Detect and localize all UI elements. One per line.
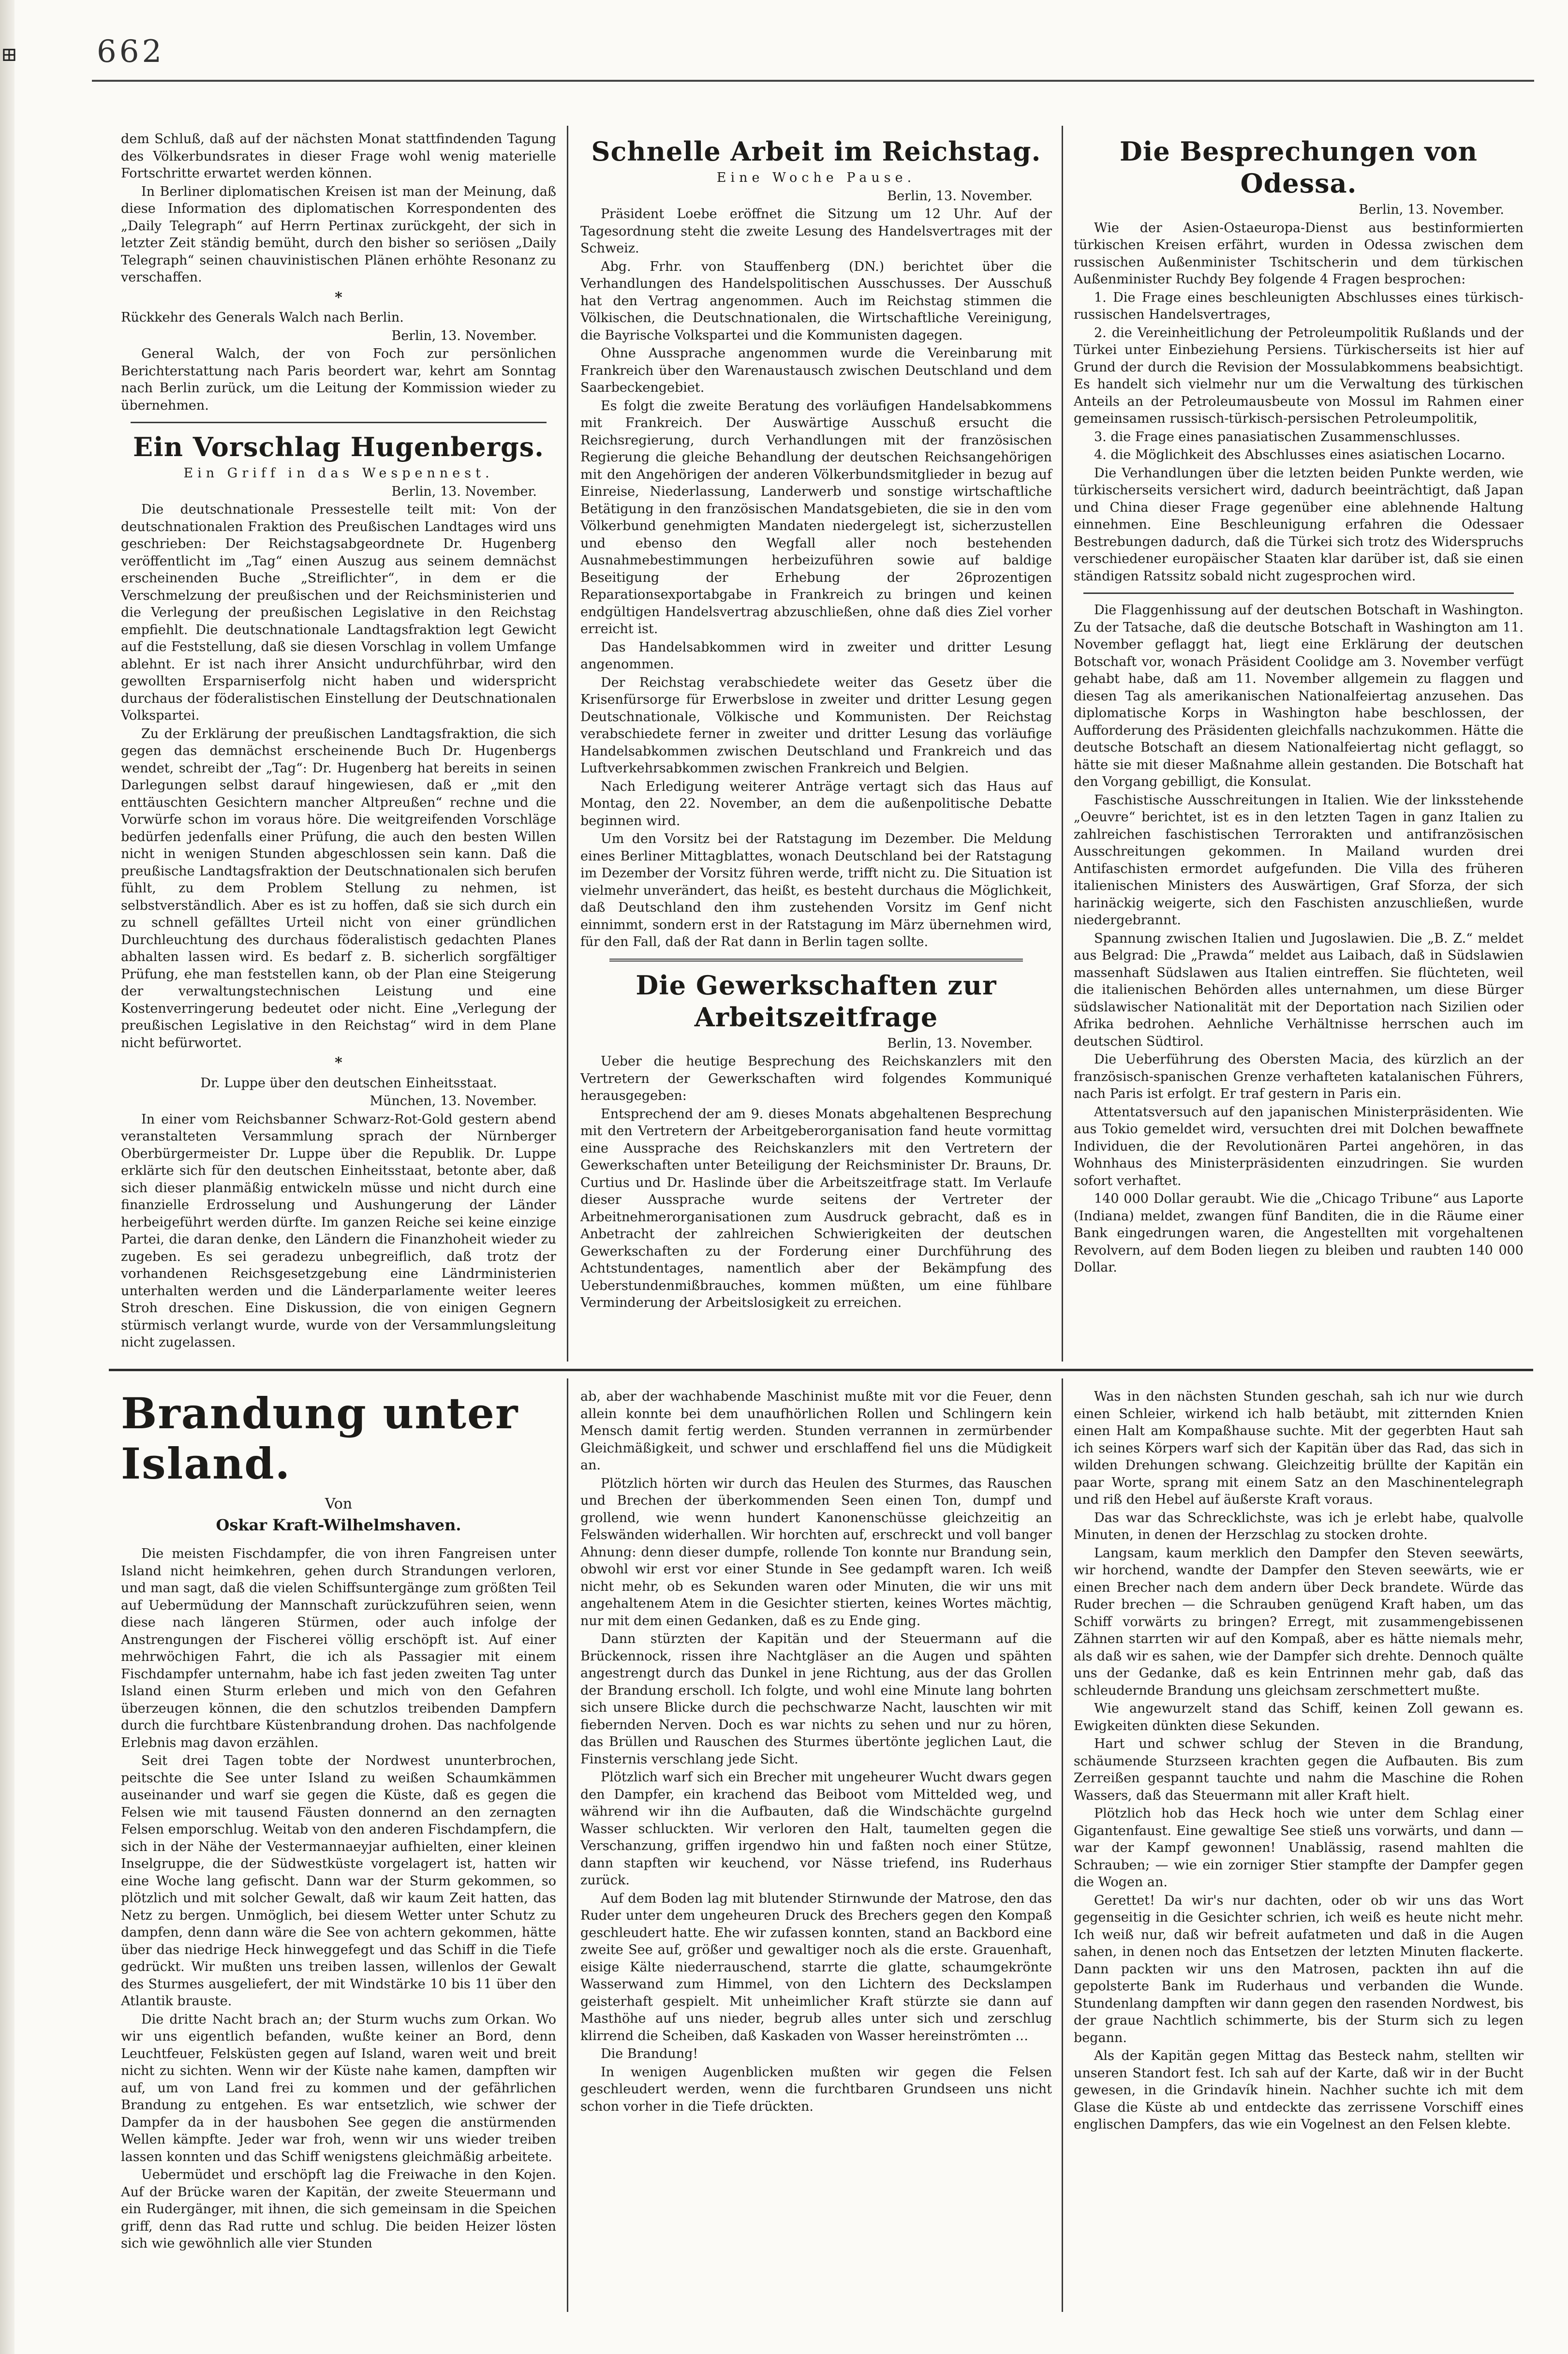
reichstag-paragraph-8: Um den Vorsitz bei der Ratstagung im Dezember. Die Meldung eines Berliner Mittagblattes, wonach Deutschland bei der Ratstagung im Dezember der Vorsitz führen werde, trifft nicht zu. Die Situation ist vielmehr unverändert, das heißt, es besteht durchaus die Möglichkeit, daß Deutschland den ihm zustehenden Vorsitz im Genf nicht einnimmt, sondern erst in der Ratstagung im März übernehmen wird, für den Fall, daß der Rat dann in Berlin tagen sollte. bbox=[580, 831, 1052, 949]
brandung-c1-paragraph-2: Seit drei Tagen tobte der Nordwest ununterbrochen, peitschte die See unter Island zu weißen Schaumkämmen auseinander und warf sie gegen die Küste, daß es gegen die Felsen wie mit tausend Fäusten donnernd an den zernagten Felsen emporschlug. Weitab von den anderen Fischdampfern, die sich in der Nähe der Vestermannaeyjar aufhielten, einer kleinen Inselgruppe, die der Südwestküste vorgelagert ist, hatten wir eine Woche lang gefischt. Dann war der Sturm gekommen, so plötzlich und mit solcher Gewalt, daß wir kaum Zeit hatten, das Netz zu bergen. Unmöglich, bei diesem Wetter unter Schutz zu dampfen, denn dann wäre die See von achtern gekommen, hätte über das niedrige Heck hinweggefegt und das Schiff in die Tiefe gedrückt. Wir mußten uns treiben lassen, willenlos der Gewalt des Sturmes ausgeliefert, der mit Windstärke 10 bis 11 über den Atlantik brauste. bbox=[121, 1753, 556, 2009]
walch-dateline: Berlin, 13. November. bbox=[391, 328, 537, 343]
brandung-byline-von: Von bbox=[325, 1495, 353, 1512]
brandung-c1-paragraph-1: Die meisten Fischdampfer, die von ihren Fangreisen unter Island nicht heimkehren, gehen durch Strandungen verloren, und man sagt, daß die vielen Schiffsuntergänge zum größten Teil auf Uebermüdung der Mannschaft zurückzuführen seien, wenn diese nach längeren Stürmen, oder auch infolge der Anstrengungen der Fischerei völlig erschöpft ist. Auf einer mehrwöchigen Fahrt, die ich als Passagier mit einem Fischdampfer unternahm, habe ich fast jeden zweiten Tag unter Island einen Sturm erleben und mich von den Gefahren überzeugen können, die den schutzlos treibenden Dampfern durch die furchtbare Küstenbrandung drohen. Das nachfolgende Erlebnis mag davon erzählen. bbox=[121, 1546, 556, 1750]
gewerkschaften-paragraph-1: Ueber die heutige Besprechung des Reichskanzlers mit den Vertretern der Gewerkschaften wird folgendes Kommuniqué herausgegeben: bbox=[580, 1054, 1052, 1103]
odessa-item-2: 2. die Vereinheitlichung der Petroleumpolitik Rußlands und der Türkei unter Einbeziehung Persiens. Türkischerseits ist hier auf Grund der durch die Revision der Mossulabkommens beabsichtigt. Es handelt sich vielmehr nur um die Verwaltung des türkischen Anteils an der Petroleumausbeute von Mossul im Rahmen einer gemeinsamen russisch-türkisch-persischen Petroleumpolitik, bbox=[1074, 325, 1524, 426]
gewerkschaften-paragraph-2: Entsprechend der am 9. dieses Monats abgehaltenen Besprechung mit den Vertretern der Arbeitgeberorganisation fand heute vormittag eine Aussprache des Reichskanzlers mit den Vertretern der Gewerkschaften unter Beteiligung der Reichsminister Dr. Brauns, Dr. Curtius und Dr. Haslinde über die Arbeitszeitfrage statt. Im Verlaufe dieser Aussprache wurde seitens der Vertreter der Arbeitnehmerorganisationen zum Ausdruck gebracht, daß es in Anbetracht der zahlreichen Schwierigkeiten der deutschen Gewerkschaften zu der Forderung einer Durchführung des Achtstundentages, namentlich aber der Bekämpfung des Ueberstundenmißbrauches, kommen müßten, um eine fühlbare Verminderung der Arbeitslosigkeit zu erreichen. bbox=[580, 1106, 1052, 1310]
reichstag-dateline: Berlin, 13. November. bbox=[887, 188, 1033, 204]
brandung-c3-paragraph-1: Was in den nächsten Stunden geschah, sah ich nur wie durch einen Schleier, wirkend ich halb betäubt, mit zitternden Knien einen Halt am Kompaßhause suchte. Mit der gegerbten Haut sah ich seines Körpers warf sich der Kapitän über das Rad, das sich in wilden Drehungen schwang. Gleichzeitig brüllte der Kapitän ein paar Worte, sprang mit einem Satz an den Maschinentelegraph und riß den Hebel auf äußerste Kraft voraus. bbox=[1074, 1389, 1524, 1507]
brandung-c2-paragraph-6: Die Brandung! bbox=[601, 2046, 698, 2061]
column-divider-4 bbox=[1062, 1378, 1063, 2312]
brandung-c2-paragraph-2: Plötzlich hörten wir durch das Heulen des Sturmes, das Rauschen und Brechen der überkommenden Seen einen Ton, dumpf und grollend, wie wenn hundert Kanonenschüsse gleichzeitig an Felswänden widerhallen. Wir horchten auf, erschreckt und voll banger Ahnung: denn dieser dumpfe, rollende Ton konnte nur Brandung sein, obwohl wir erst vor einer Stunde in See gedampft waren. Ich weiß nicht mehr, ob es Sekunden waren oder Minuten, die wir uns mit angehaltenem Atem in die Gesichter stierten, keines Wortes mächtig, nur mit dem einen Gedanken, daß es zu Ende ging. bbox=[580, 1476, 1052, 1629]
page-number: 662 bbox=[97, 34, 165, 70]
brandung-column-1 bbox=[121, 1388, 556, 2252]
note-macia: Die Ueberführung des Obersten Macia, des kürzlich an der französisch-spanischen Grenze verhafteten katalanischen Führers, nach Paris ist erfolgt. Er traf gestern in Paris ein. bbox=[1074, 1052, 1524, 1101]
odessa-item-4: 4. die Möglichkeit des Abschlusses eines asiatischen Locarno. bbox=[1094, 447, 1506, 462]
odessa-dateline: Berlin, 13. November. bbox=[1359, 202, 1504, 217]
reichstag-paragraph-5: Das Handelsabkommen wird in zweiter und dritter Lesung angenommen. bbox=[580, 639, 1052, 672]
brandung-c3-paragraph-7: Gerettet! Da wir's nur dachten, oder ob wir uns das Wort gegenseitig in die Gesichter schrien, ich weiß es heute nicht mehr. Ich weiß nur, daß wir befreit aufatmeten und daß in die Augen sahen, in denen noch das Entsetzen der letzten Minuten flackerte. Dann packten wir uns den Matrosen, packten ihn auf die gepolsterte Bank im Ruderhaus und verbanden die Wunde. Stundenlang dampften wir dann gegen den rasenden Nordwest, bis der graue Nachtlich schimmerte, bis der Sturm sich zu legen begann. bbox=[1074, 1893, 1524, 2045]
brandung-c3-paragraph-2: Das war das Schrecklichste, was ich je erlebt habe, qualvolle Minuten, in denen der Herzschlag zu stocken drohte. bbox=[1074, 1510, 1524, 1542]
hugenberg-headline: Ein Vorschlag Hugenbergs. bbox=[133, 431, 544, 462]
walch-text: General Walch, der von Foch zur persönlichen Berichterstattung nach Paris beordert war, kehrt am Sonntag nach Berlin zurück, um die Leitung der Kommission wieder zu übernehmen. bbox=[121, 346, 556, 413]
left-top-paragraph-2: In Berliner diplomatischen Kreisen ist man der Meinung, daß diese Information des diplomatischen Korrespondenten des „Daily Telegraph“ auf Herrn Pertinax zurückgeht, der sich in letzter Zeit ständig bemüht, durch den bisher so seriösen „Daily Telegraph“ seinen chauvinistischen Plänen erhöhte Resonanz zu verschaffen. bbox=[121, 184, 556, 285]
note-washington: Die Flaggenhissung auf der deutschen Botschaft in Washington. Zu der Tatsache, daß die deutsche Botschaft in Washington am 11. November geflaggt hat, liegt eine Erklärung der deutschen Botschaft vor, wonach Präsident Coolidge am 3. November verfügt gehabt habe, daß am 11. November allgemein zu flaggen und diesen Tag als amerikanischen Nationalfeiertag anzusehen. Das diplomatische Korps in Washington habe beschlossen, der Aufforderung des Präsidenten gleichfalls nachzukommen. Hätte die deutsche Botschaft an diesem Nationalfeiertag nicht geflaggt, so hätte sie mit dieser Maßnahme allein gestanden. Die Botschaft hat den Vorgang gebilligt, die Konsulat. bbox=[1074, 603, 1524, 789]
reichstag-paragraph-2: Abg. Frhr. von Stauffenberg (DN.) berichtet über die Verhandlungen des Handelspolitischen Ausschusses. Der Ausschuß hat den Vertrag angenommen. Auch im Reichstag stimmen die Völkischen, die Deutschnationalen, die Wirtschaftliche Vereinigung, die Bayrische Volkspartei und die Kommunisten dagegen. bbox=[580, 259, 1052, 343]
note-japan: Attentatsversuch auf den japanischen Ministerpräsidenten. Wie aus Tokio gemeldet wird, versuchten drei mit Dolchen bewaffnete Individuen, die der Revolutionären Partei angehören, in das Wohnhaus des Ministerpräsidenten einzudringen. Sie wurden sofort verhaftet. bbox=[1074, 1104, 1524, 1188]
brandung-c3-paragraph-5: Hart und schwer schlug der Steven in die Brandung, schäumende Sturzseen krachten gegen die Aufbauten. Bis zum Zerreißen gespannt tauchte und nahm die Maschine die Rohen Wassers, daß das Steuermann mit aller Kraft hielt. bbox=[1074, 1736, 1524, 1803]
brandung-c3-paragraph-3: Langsam, kaum merklich den Dampfer den Steven seewärts, wir horchend, wandte der Dampfer den Steven seewärts, wie er einen Brecher nach dem andern über Deck brandete. Würde das Ruder brechen — die Schrauben genügend Kraft haben, um das Schiff vorwärts zu bringen? Erregt, mit zusammengebissenen Zähnen starrten wir auf den Kompaß, aber es hätte niemals mehr, als daß wir es sahen, wie der Dampfer sich drehte. Dennoch quälte uns der Gedanke, daß es kein Entrinnen mehr gab, daß das schleudernde Brandung uns gleichsam zerschmettert mußte. bbox=[1074, 1545, 1524, 1698]
brandung-headline: Brandung unter Island. bbox=[121, 1388, 519, 1489]
hugenberg-paragraph-1: Die deutschnationale Pressestelle teilt mit: Von der deutschnationalen Fraktion des Preußischen Landtages wird uns geschrieben: Der Reichstagsabgeordnete Dr. Hugenberg veröffentlicht im „Tag“ einen Auszug aus seinem demnächst erscheinenden Buche „Streiflichter“, in dem er die Verschmelzung der preußischen und der Reichsministerien und die Verlegung der preußischen Legislative in den Reichstag empfiehlt. Die deutschnationale Landtagsfraktion legt Gewicht auf die Feststellung, daß sie diesen Vorschlag in vollem Umfange ablehnt. Er ist nach ihrer Ansicht undurchführbar, wird den gewollten Ersparniserfolg nicht haben und widerspricht durchaus der föderalistischen Einstellung der Deutschnationalen Volkspartei. bbox=[121, 502, 556, 723]
odessa-closing: Die Verhandlungen über die letzten beiden Punkte werden, wie türkischerseits versichert wird, dadurch beeinträchtigt, daß Japan und China dieser Frage gegenüber eine ablehnende Haltung einnehmen. Eine Beschleunigung erfahren die Odessaer Bestrebungen dadurch, daß die Türkei sich trotz des Widerspruchs verschiedener europäischer Staaten klar darüber ist, daß sie einen ständigen Ratssitz sobald nicht zugesprochen wird. bbox=[1074, 465, 1524, 584]
hugenberg-subhead: Ein Griff in das Wespennest. bbox=[183, 466, 494, 481]
column-divider-2 bbox=[1062, 126, 1063, 1362]
odessa-headline: Die Besprechungen von Odessa. bbox=[1120, 136, 1478, 199]
reichstag-paragraph-3: Ohne Aussprache angenommen wurde die Vereinbarung mit Frankreich über den Warenaustausch zwischen Deutschland und dem Saarbeckengebiet. bbox=[580, 346, 1052, 395]
odessa-item-3: 3. die Frage eines panasiatischen Zusammenschlusses. bbox=[1094, 429, 1461, 444]
reichstag-paragraph-1: Präsident Loebe eröffnet die Sitzung um 12 Uhr. Auf der Tagesordnung steht die zweite Lesung des Handelsvertrages mit der Schweiz. bbox=[580, 207, 1052, 256]
note-italy-fascists: Faschistische Ausschreitungen in Italien. Wie der linksstehende „Oeuvre“ berichtet, ist es in den letzten Tagen in ganz Italien zu zahlreichen faschistischen Terrorakten und antifranzösischen Ausschreitungen gekommen. In Mailand wurden drei Antifaschisten ermordet aufgefunden. Die Villa des früheren italienischen Ministers des Auswärtigen, Graf Sforza, der sich harinäckig weigerte, sich den Faschisten anzuschließen, wurde niedergebrannt. bbox=[1074, 792, 1524, 928]
brandung-c3-paragraph-4: Wie angewurzelt stand das Schiff, keinen Zoll gewann es. Ewigkeiten dünkten diese Sekunden. bbox=[1074, 1701, 1524, 1733]
walch-title: Rückkehr des Generals Walch nach Berlin. bbox=[121, 310, 404, 325]
luppe-dateline: München, 13. November. bbox=[370, 1094, 537, 1109]
odessa-item-1: 1. Die Frage eines beschleunigten Abschlusses eines türkisch-russischen Handelsvertrages, bbox=[1074, 290, 1524, 322]
odessa-intro: Wie der Asien-Ostaeuropa-Dienst aus bestinformierten türkischen Kreisen erfährt, wurden in Odessa zwischen dem russischen Außenminister Tschitscherin und dem türkischen Außenminister Ruchdy Bey folgende 4 Fragen besprochen: bbox=[1074, 220, 1524, 287]
reichstag-subhead: Eine Woche Pause. bbox=[716, 170, 916, 185]
brandung-c3-paragraph-8: Als der Kapitän gegen Mittag das Besteck nahm, stellten wir unseren Standort fest. Ich sah auf der Karte, daß wir in der Bucht gewesen, in die Grindavík hinein. Nachher suchte ich mit dem Glase die Küste ab und entdeckte das zerrissene Vorschiff eines englischen Dampfers, das wie ein Vogelnest an den Felsen klebte. bbox=[1074, 2048, 1524, 2132]
column-divider-3 bbox=[567, 1378, 568, 2312]
left-top-paragraph-1: dem Schluß, daß auf der nächsten Monat stattfindenden Tagung des Völkerbundsrates in dieser Frage wohl wenig materielle Fortschritte erwartet werden können. bbox=[121, 132, 556, 181]
brandung-c3-paragraph-6: Plötzlich hob das Heck hoch wie unter dem Schlag einer Gigantenfaust. Eine gewaltige See stieß uns vorwärts, und dann — war der Kampf gewonnen! Unablässig, rasend mahlten die Schrauben; — wie ein zorniger Stier stampfte der Dampfer gegen die Wogen an. bbox=[1074, 1806, 1524, 1890]
brandung-c2-paragraph-1: ab, aber der wachhabende Maschinist mußte mit vor die Feuer, denn allein konnte bei dem unaufhörlichen Rollen und Schlingern kein Mensch damit fertig werden. Stunden verrannen in zermürbender Gleichmäßigkeit, und schwer und erschlaffend fiel uns die Müdigkeit an. bbox=[580, 1389, 1052, 1473]
brandung-c1-paragraph-4: Uebermüdet und erschöpft lag die Freiwache in den Kojen. Auf der Brücke waren der Kapitän, der zweite Steuermann und ein Rudergänger, mit ihnen, die sich gemeinsam in die Speichen griff, denn das Rad rutte und schlug. Die beiden Heizer lösten sich wie gewöhnlich alle vier Stunden bbox=[121, 2167, 556, 2251]
left-column-upper bbox=[121, 131, 556, 1351]
reichstag-paragraph-7: Nach Erledigung weiterer Anträge vertagt sich das Haus auf Montag, den 22. November, an dem die außenpolitische Debatte beginnen wird. bbox=[580, 779, 1052, 829]
hugenberg-paragraph-2: Zu der Erklärung der preußischen Landtagsfraktion, die sich gegen das demnächst erscheinende Buch Dr. Hugenbergs wendet, schreibt der „Tag“: Dr. Hugenberg hat bereits in seinen Darlegungen selbst darauf hingewiesen, daß er „mit den enttäuschten Gesichtern mancher Altpreußen“ rechne und die Vorwürfe schon im voraus höre. Die weitgreifenden Vorschläge bedürfen jedenfalls einer Prüfung, die auch den besten Willen nicht in wenigen Stunden abgeschlossen sein kann. Daß die preußische Landtagsfraktion der Deutschnationalen sich berufen fühlt, zu dem Problem Stellung zu nehmen, ist selbstverständlich. Aber es ist zu hoffen, daß sie sich durch ein zu schnell gefälltes Urteil nicht von einer gründlichen Durchleuchtung des durchaus föderalistisch gedachten Planes abhalten lassen wird. Es bedarf z. B. sicherlich sorgfältiger Prüfung, ehe man feststellen kann, ob der Plan eine Steigerung der verwaltungstechnischen Leistung und eine Kostenverringerung bedeutet oder nicht. Eine „Verlegung der preußischen Legislative in den Reichstag“ wird in dem Plane nicht befürwortet. bbox=[121, 726, 556, 1051]
brandung-c2-paragraph-4: Plötzlich warf sich ein Brecher mit ungeheurer Wucht dwars gegen den Dampfer, ein krachend das Beiboot vom Mittelded weg, und während wir ihn die Aufbauten, daß die Windschächte gurgelnd Wasser schluckten. Wir verloren den Halt, taumelten gegen die Verschanzung, griffen irgendwo hin und faßten noch einer Stütze, dann stapften wir keuchend, vor Nässe triefend, ins Ruderhaus zurück. bbox=[580, 1770, 1052, 1888]
section-star: * bbox=[335, 289, 342, 306]
reichstag-paragraph-4: Es folgt die zweite Beratung des vorläufigen Handelsabkommens mit Frankreich. Der Auswärtige Ausschuß ersucht die Reichsregierung, durch Verhandlungen mit der französischen Regierung die gleiche Behandlung der deutschen Reichsangehörigen mit den Angehörigen der anderen Völkerbundsmitglieder in bezug auf Einreise, Niederlassung, Landerwerb und sonstige wirtschaftliche Betätigung in den französischen Mandatsgebieten, die sie in den vom Völkerbund genehmigten Mandaten niedergelegt ist, sicherzustellen und ebenso den Wegfall aller noch bestehenden Ausnahmebestimmungen herbeizuführen sowie auf baldige Beseitigung der Erhebung der 26prozentigen Reparationsexportabgabe in Frankreich zu bringen und keinen endgültigen Handelsvertrag abzuschließen, ohne daß dies Ziel vorher erreicht ist. bbox=[580, 398, 1052, 637]
brandung-c2-paragraph-7: In wenigen Augenblicken mußten wir gegen die Felsen geschleudert werden, wenn die furchtbaren Grundseen uns nicht schon vorher in die Tiefe drückten. bbox=[580, 2064, 1052, 2114]
hugenberg-dateline: Berlin, 13. November. bbox=[391, 484, 537, 499]
section-star: * bbox=[335, 1054, 342, 1071]
reichstag-headline: Schnelle Arbeit im Reichstag. bbox=[591, 136, 1041, 167]
brandung-column-2 bbox=[580, 1388, 1052, 2115]
brandung-c2-paragraph-3: Dann stürzten der Kapitän und der Steuermann auf die Brückennock, rissen ihre Nachtgläser an die Augen und spähten angestrengt durch das Dunkel in jene Richtung, aus der das Grollen der Brandung erscholl. Ich folgte, und wohl eine Minute lang bohrten sich unsere Blicke durch die pechschwarze Nacht, lauschten wir mit fiebernden Nerven. Doch es war nichts zu sehen und nur zu hören, das Brüllen und Rauschen des Sturmes übertönte jeglichen Laut, die Finsternis verschlang jede Sicht. bbox=[580, 1631, 1052, 1767]
top-rule bbox=[92, 80, 1534, 82]
luppe-title: Dr. Luppe über den deutschen Einheitsstaat. bbox=[200, 1075, 497, 1091]
right-column-upper bbox=[1074, 131, 1524, 1276]
corner-mark: ⊞ bbox=[1, 44, 17, 66]
left-rule bbox=[131, 422, 547, 423]
middle-column-upper bbox=[580, 131, 1052, 1312]
brandung-c1-paragraph-3: Die dritte Nacht brach an; der Sturm wuchs zum Orkan. Wo wir uns eigentlich befanden, wußte keiner an Bord, denn Leuchtfeuer, Felsküsten gegen auf Island, waren weit und breit nicht zu sichten. Wenn wir der Küste nahe kamen, dampften wir auf, um von Land frei zu kommen und der gefährlichen Brandung zu entgehen. Es war entsetzlich, wie schwer der Dampfer da in der hausbohen See gegen die anstürmenden Wellen kämpfte. Jeder war froh, wenn wir uns wieder treiben lassen konnten und das Schiff wenigstens gleichmäßig arbeitete. bbox=[121, 2012, 556, 2164]
feuilleton-rule bbox=[109, 1369, 1533, 1371]
right-rule bbox=[1083, 592, 1514, 594]
scan-edge bbox=[0, 0, 15, 2354]
reichstag-paragraph-6: Der Reichstag verabschiedete weiter das Gesetz über die Krisenfürsorge für Erwerbslose in zweiter und dritter Lesung gegen Deutschnationale, Völkische und Kommunisten. Der Reichstag verabschiedete ferner in zweiter und dritter Lesung das vorläufige Handelsabkommen zwischen Deutschland und Frankreich und das Luftverkehrsabkommen zwischen Frankreich und Belgien. bbox=[580, 675, 1052, 776]
note-robbery: 140 000 Dollar geraubt. Wie die „Chicago Tribune“ aus Laporte (Indiana) meldet, zwangen fünf Banditen, die in die Räume einer Bank eingedrungen waren, die Angestellten mit vorgehaltenen Revolvern, auf dem Boden liegen zu bleiben und raubten 140 000 Dollar. bbox=[1074, 1191, 1524, 1275]
luppe-text: In einer vom Reichsbanner Schwarz-Rot-Gold gestern abend veranstalteten Versammlung sprach der Nürnberger Oberbürgermeister Dr. Luppe über die Republik. Dr. Luppe erklärte sich für den deutschen Einheitsstaat, betonte aber, daß sich dieser planmäßig entwickeln müsse und nicht durch eine finanzielle Erdrosselung und Aushungerung der Länder herbeigeführt werden dürfte. Im ganzen Reiche sei keine einzige Partei, die daran denke, den Ländern die Finanzhoheit wieder zu zugeben. Es sei geradezu unbegreiflich, daß trotz der vorhandenen Reichsgesetzgebung eine Ländrministerien unterhalten werden und die Länderparlamente weiter leeres Stroh dreschen. Eine Diskussion, die von einigen Gegnern stürmisch verlangt wurde, wurde von der Versammlungsleitung nicht zugelassen. bbox=[121, 1111, 556, 1350]
gewerkschaften-dateline: Berlin, 13. November. bbox=[887, 1036, 1033, 1051]
brandung-column-3 bbox=[1074, 1388, 1524, 2133]
middle-rule bbox=[609, 959, 1023, 962]
column-divider-1 bbox=[567, 126, 568, 1362]
brandung-c2-paragraph-5: Auf dem Boden lag mit blutender Stirnwunde der Matrose, den das Ruder unter dem ungeheuren Druck des Brechers gegen den Kompaß geschleudert hatte. Ehe wir zufassen konnten, stand an Backbord eine zweite See auf, größer und gewaltiger noch als die erste. Grauenhaft, eisige Kälte niederrauschend, starrte die glatte, schaumgekrönte Wasserwand zum Himmel, von den Lichtern des Deckslampen geisterhaft gespielt. Mit unheimlicher Kraft stürzte sie dann auf Masthöhe auf uns nieder, begrub alles unter sich und zerschlug klirrend die Scheiben, daß Kaskaden von Wasser hereinströmten … bbox=[580, 1891, 1052, 2043]
brandung-author: Oskar Kraft-Wilhelmshaven. bbox=[216, 1515, 461, 1534]
note-italy-yugoslavia: Spannung zwischen Italien und Jugoslawien. Die „B. Z.“ meldet aus Belgrad: Die „Prawda“ meldet aus Laibach, daß in Südslawien massenhaft Südslawen aus Italien eintreffen. Sie flüchteten, weil die italienischen Behörden alles unternahmen, um diese Bürger südslawischer Nationalität mit der Deportation nach Sizilien oder Afrika bedrohen. Aehnliche Verhältnisse herrschen auch im deutschen Südtirol. bbox=[1074, 931, 1524, 1049]
gewerkschaften-headline: Die Gewerkschaften zur Arbeitszeitfrage bbox=[636, 969, 997, 1033]
